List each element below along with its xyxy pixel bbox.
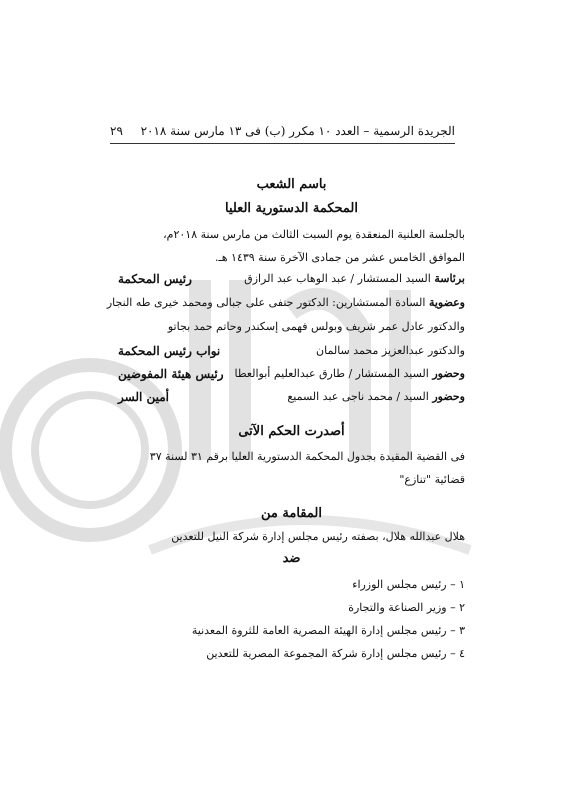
attendance-label-1: وحضور [432,367,465,380]
attendance-role-2: أمين السر [118,390,170,404]
page-header [110,121,455,141]
heading-court-name: المحكمة الدستورية العليا [224,201,359,216]
membership-label: وعضوية [428,296,465,309]
defendant-item-2: ٢ – وزير الصناعة والتجارة [348,601,465,614]
presidency-row [118,270,465,288]
membership-role: نواب رئيس المحكمة [118,344,221,358]
attendance-label-2: وحضور [432,390,465,403]
attendance-row-1 [118,365,465,383]
defendants-heading: ضد [282,551,301,566]
session-line-2: الموافق الخامس عشر من جمادى الآخرة سنة ١٤٣٩ هـ. [215,251,465,264]
plaintiff-heading: المقامة من [261,506,322,521]
attendance-text-2: السيد / محمد ناجى عبد السميع [287,390,429,403]
membership-line-1: السادة المستشارين: الدكتور حنفى على جبالى ومحمد خيرى طه النجار [106,296,426,309]
ruling-line-1: فى القضية المقيدة بجدول المحكمة الدستورية العليا برقم ٣١ لسنة ٣٧ [149,450,465,463]
session-line-1: بالجلسة العلنية المنعقدة يوم السبت الثالث من مارس سنة ٢٠١٨م، [163,228,465,241]
page-number: ٢٩ [110,124,123,138]
presidency-role: رئيس المحكمة [118,272,192,286]
header-divider [110,143,455,144]
membership-line-2: والدكتور عادل عمر شريف وبولس فهمى إسكندر وحاتم حمد بجاتو [167,320,465,333]
attendance-row-2 [118,388,465,406]
membership-row-3 [118,342,465,360]
ruling-heading: أصدرت الحكم الآتى [238,424,345,439]
defendant-item-4: ٤ – رئيس مجلس إدارة شركة المجموعة المصرية للتعدين [206,647,465,660]
ruling-line-2: قضائية "تنازع" [399,473,465,486]
membership-row-1 [106,294,465,312]
presidency-label: برئاسة [434,272,465,285]
defendant-item-1: ١ – رئيس مجلس الوزراء [352,578,465,591]
heading-name-of-people: باسم الشعب [256,177,327,192]
header-title: الجريدة الرسمية – العدد ١٠ مكرر (ب) فى ١٣ مارس سنة ٢٠١٨ [140,124,455,138]
presidency-text: السيد المستشار / عبد الوهاب عبد الرازق [244,272,431,285]
attendance-role-1: رئيس هيئة المفوضين [118,367,224,381]
plaintiff-text: هلال عبدالله هلال، بصفته رئيس مجلس إدارة شركة النيل للتعدين [171,530,465,543]
attendance-text-1: السيد المستشار / طارق عبدالعليم أبوالعطا [234,367,429,380]
membership-line-3: والدكتور عبدالعزيز محمد سالمان [316,344,465,357]
defendant-item-3: ٣ – رئيس مجلس إدارة الهيئة المصرية العامة للثروة المعدنية [191,624,465,637]
